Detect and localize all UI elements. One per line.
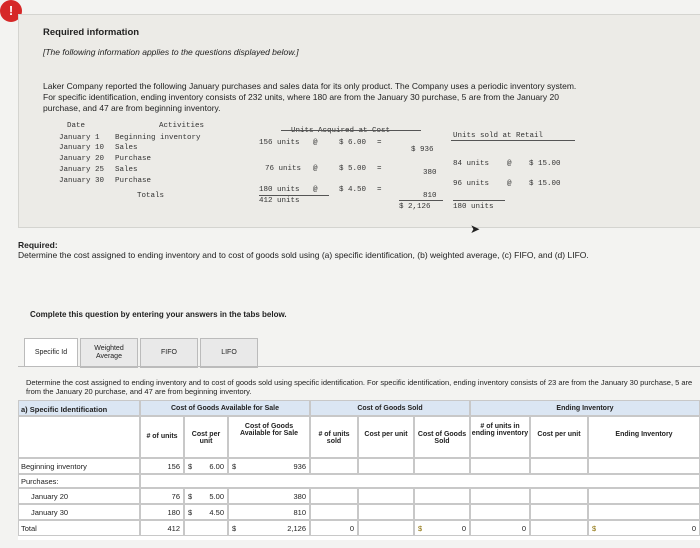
answer-grid [18,400,700,540]
col-cogs: Cost of Goods Sold [414,416,470,458]
beg-cost-cell [184,458,228,474]
intro-note: [The following information applies to the questions displayed below.] [43,47,299,57]
header-acquired: Units Acquired at Cost [291,127,391,135]
col-cost-per-unit-end: Cost per unit [530,416,588,458]
jan30-ending-input[interactable] [588,504,700,520]
mouse-cursor-icon: ➤ [470,222,481,236]
header-activities: Activities [159,122,205,130]
tab-specific-id[interactable]: Specific Id [24,338,78,367]
problem-paragraph: Laker Company reported the following January purchases and sales data for its only product. The Company uses a periodic inventory system. For specific identification, ending inventory consists of 232 units, where 180 are from the January 30 purchase, 5 are from the January 20 purchase, and 47 are from beginning inventory. [43,81,577,113]
col-ending-inv: Ending Inventory [588,416,700,458]
beg-total-cell [228,458,310,474]
row-jan30: January 30 [18,504,140,520]
col-cogas: Cost of Goods Available for Sale [228,416,310,458]
required-text: Determine the cost assigned to ending inventory and to cost of goods sold using (a) specific identification, (b) weighted average, (c) FIFO, and (d) LIFO. [18,250,589,260]
jan30-units-sold-input[interactable] [310,504,358,520]
total-ending: 0 [691,524,696,533]
beg-units: 156 [140,458,184,474]
jan30-cost-cell [184,504,228,520]
currency-symbol: $ [592,524,597,533]
jan20-cost: 5.00 [209,492,224,501]
row-acq-units: 180 units [259,186,300,194]
row-date: January 10 [59,144,105,152]
jan30-cost-end-input[interactable] [530,504,588,520]
jan30-cogs-input[interactable] [414,504,470,520]
row-sold-units: 96 units [453,180,490,188]
row-eq: = [377,165,382,173]
row-acq-at: @ [313,186,318,194]
row-header-blank [18,416,140,458]
beg-total: 936 [293,462,306,471]
jan30-total: 810 [228,504,310,520]
col-units-ending: # of units in ending inventory [470,416,530,458]
totals-label: Totals [137,192,165,200]
total-units-sold: 0 [310,520,358,536]
row-acq-cost: $ 4.50 [339,186,367,194]
row-activity: Purchase [115,155,152,163]
row-total: Total [18,520,140,536]
row-sold-price: $ 15.00 [529,180,561,188]
row-sold-units: 84 units [453,160,490,168]
currency-symbol: $ [232,524,237,533]
totals-sold: 180 units [453,203,494,211]
row-acq-cost: $ 5.00 [339,165,367,173]
total-cost-blank [184,520,228,536]
row-sold-price: $ 15.00 [529,160,561,168]
tab-fifo[interactable]: FIFO [140,338,198,368]
row-acq-total: 380 [423,169,437,177]
data-table [59,122,599,216]
currency-symbol: $ [418,524,423,533]
total-units-ending: 0 [470,520,530,536]
jan20-cogs-input[interactable] [414,488,470,504]
beg-cost-sold-input[interactable] [358,458,414,474]
row-acq-total: $ 936 [411,146,434,154]
jan30-units-ending-input[interactable] [470,504,530,520]
section-title: Required information [43,27,140,38]
required-label: Required: [18,240,58,250]
beg-units-ending-input[interactable] [470,458,530,474]
row-activity: Purchase [115,177,152,185]
header-date: Date [67,122,86,130]
col-units-sold: # of units sold [310,416,358,458]
beg-cogs-input[interactable] [414,458,470,474]
jan20-units-ending-input[interactable] [470,488,530,504]
jan30-cost-sold-input[interactable] [358,504,414,520]
col-cost-per-unit-sold: Cost per unit [358,416,414,458]
beg-cost-end-input[interactable] [530,458,588,474]
alert-icon: ! [0,0,22,22]
jan30-units: 180 [140,504,184,520]
total-units: 412 [140,520,184,536]
section-label: a) Specific Identification [18,400,140,416]
total-cost-sold-blank [358,520,414,536]
row-acq-total: 810 [423,192,437,200]
jan30-cost: 4.50 [209,508,224,517]
total-cogs: 0 [461,524,466,533]
group-available: Cost of Goods Available for Sale [140,400,310,416]
total-value: 2,126 [287,524,306,533]
instructions: Determine the cost assigned to ending inventory and to cost of goods sold using specific identification. For specific identification, ending inventory consists of 23 are from the January 30 purchase, 5 are from the January 20 purchase, and 47 are from beginning inventory. [26,378,693,396]
row-date: January 1 [59,134,100,142]
row-purchases: Purchases: [18,474,140,488]
totals-units: 412 units [259,197,300,205]
total-cost-end-blank [530,520,588,536]
header-sold: Units sold at Retail [453,132,544,140]
row-eq: = [377,186,382,194]
row-beginning: Beginning inventory [18,458,140,474]
total-cogs-cell [414,520,470,536]
totals-cost: $ 2,126 [399,203,431,211]
col-units: # of units [140,416,184,458]
row-acq-cost: $ 6.00 [339,139,367,147]
row-eq: = [377,139,382,147]
required-info-panel [18,14,700,228]
tab-lifo[interactable]: LIFO [200,338,258,368]
row-sold-at: @ [507,180,512,188]
row-jan20: January 20 [18,488,140,504]
row-acq-at: @ [313,139,318,147]
row-acq-at: @ [313,165,318,173]
row-activity: Sales [115,144,138,152]
row-activity: Sales [115,166,138,174]
beg-ending-input[interactable] [588,458,700,474]
row-date: January 20 [59,155,105,163]
group-ending: Ending Inventory [470,400,700,416]
jan20-cost-cell [184,488,228,504]
row-acq-units: 76 units [265,165,302,173]
tab-weighted-average[interactable]: Weighted Average [80,338,138,368]
currency-symbol: $ [232,462,237,471]
col-cost-per-unit: Cost per unit [184,416,228,458]
total-ending-cell [588,520,700,536]
jan20-cost-end-input[interactable] [530,488,588,504]
row-acq-units: 156 units [259,139,300,147]
row-activity: Beginning inventory [115,134,201,142]
jan20-ending-input[interactable] [588,488,700,504]
row-date: January 30 [59,177,105,185]
jan20-units: 76 [140,488,184,504]
complete-text: Complete this question by entering your answers in the tabs below. [30,310,287,319]
currency-symbol: $ [188,492,193,501]
purchases-blank [140,474,700,488]
group-cogs: Cost of Goods Sold [310,400,470,416]
row-sold-at: @ [507,160,512,168]
currency-symbol: $ [188,462,193,471]
beg-cost: 6.00 [209,462,224,471]
jan20-total: 380 [228,488,310,504]
currency-symbol: $ [188,508,193,517]
row-date: January 25 [59,166,105,174]
beg-units-sold-input[interactable] [310,458,358,474]
jan20-cost-sold-input[interactable] [358,488,414,504]
total-value-cell [228,520,310,536]
jan20-units-sold-input[interactable] [310,488,358,504]
